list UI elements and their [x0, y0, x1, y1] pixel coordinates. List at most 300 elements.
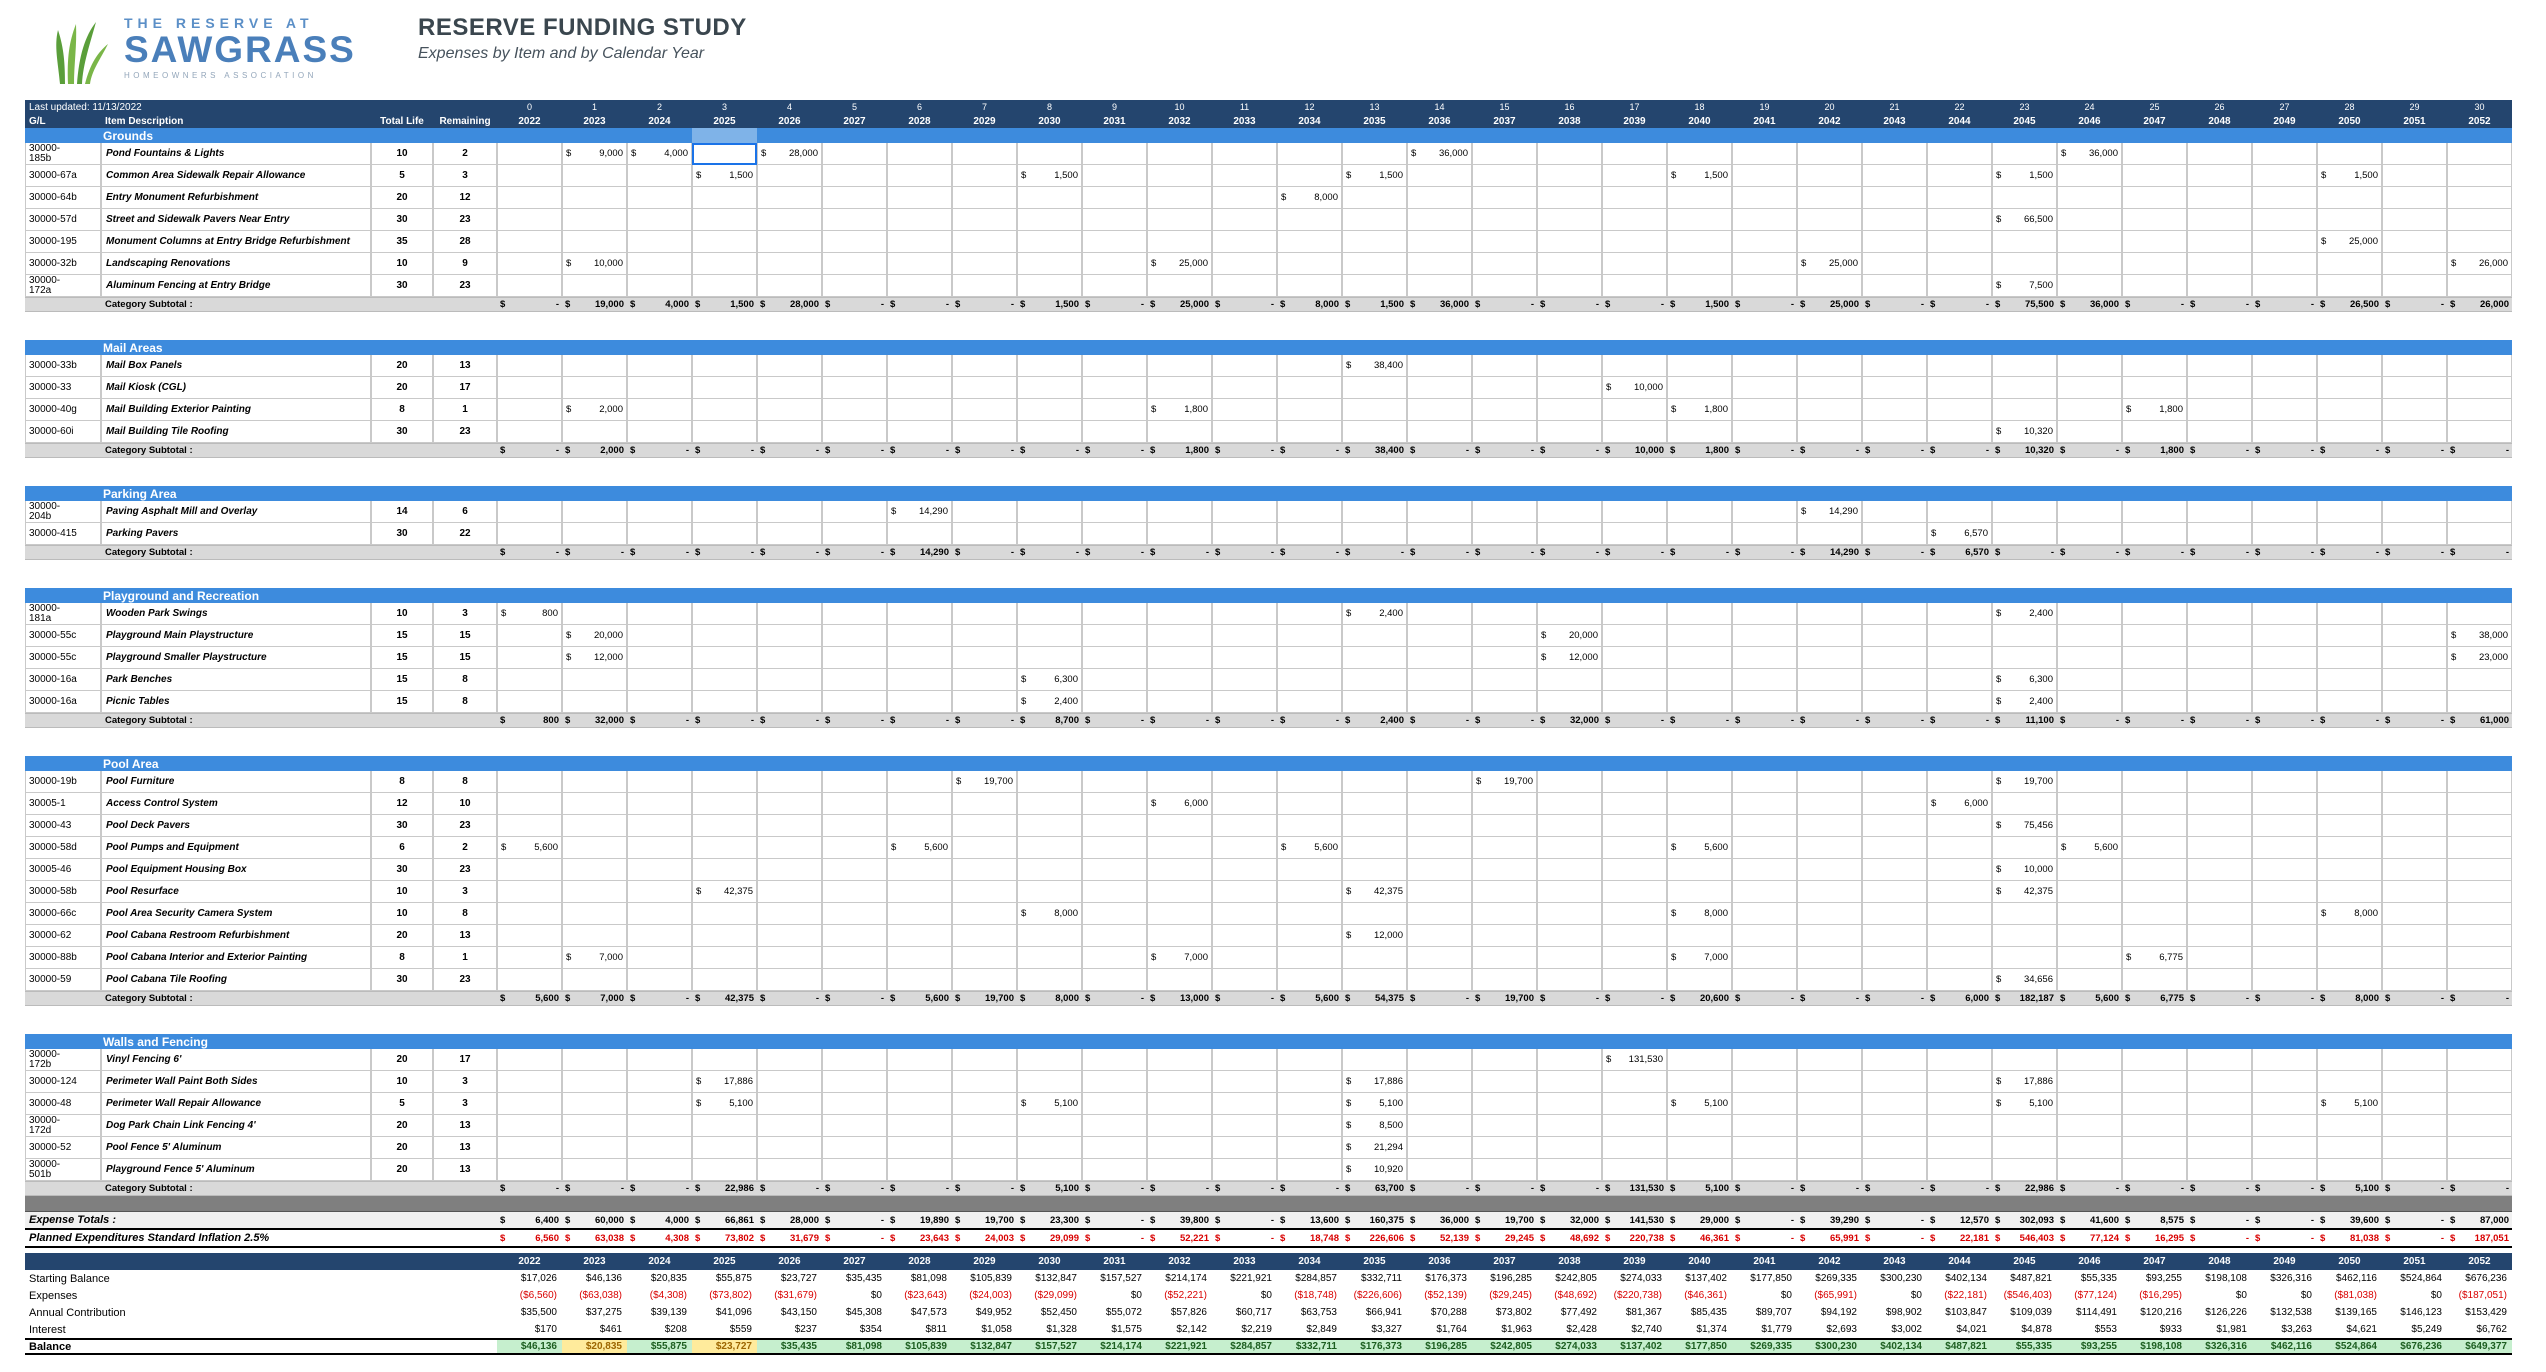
item-gl-code[interactable]: 30000-48 — [25, 1093, 101, 1115]
item-value-cell-2044[interactable] — [1927, 603, 1992, 625]
item-value-cell-2023[interactable] — [562, 209, 627, 231]
item-value-cell-2040[interactable] — [1667, 187, 1732, 209]
item-value-cell-2030[interactable] — [1017, 187, 1082, 209]
summary-value-interest-2037[interactable]: $1,963 — [1501, 1324, 1532, 1335]
item-value-cell-2024[interactable] — [627, 969, 692, 991]
item-value-cell-2047[interactable] — [2122, 603, 2187, 625]
item-value-cell-2046[interactable] — [2057, 253, 2122, 275]
item-value-cell-2035[interactable] — [1342, 501, 1407, 523]
item-value-cell-2048[interactable] — [2187, 859, 2252, 881]
item-value-cell-2041[interactable] — [1732, 771, 1797, 793]
item-value-cell-2042[interactable] — [1797, 969, 1862, 991]
item-value-cell-2041[interactable] — [1732, 647, 1797, 669]
item-value-cell-2029[interactable] — [952, 275, 1017, 297]
item-value-cell-2029[interactable] — [952, 523, 1017, 545]
item-gl-code[interactable]: 30000- 185b — [25, 143, 101, 165]
subtotal-value-2022[interactable]: $ 800 — [497, 713, 562, 728]
item-value-cell-2052[interactable] — [2447, 1049, 2512, 1071]
subtotal-value-2044[interactable]: $ - — [1927, 443, 1992, 458]
item-total-life[interactable]: 20 — [371, 925, 433, 947]
item-value-cell-2044[interactable] — [1927, 859, 1992, 881]
item-total-life[interactable]: 20 — [371, 1137, 433, 1159]
item-value-cell-2043[interactable] — [1862, 1159, 1927, 1181]
item-value-cell-2045[interactable] — [1992, 1115, 2057, 1137]
summary-value-balance-2032[interactable]: $221,921 — [1147, 1338, 1212, 1355]
item-value-cell-2039[interactable] — [1602, 1137, 1667, 1159]
item-value-cell-2032[interactable] — [1147, 143, 1212, 165]
item-value-cell-2038[interactable] — [1537, 187, 1602, 209]
item-value-cell-2027[interactable] — [822, 859, 887, 881]
summary-value-starting-balance-2045[interactable]: $487,821 — [2010, 1273, 2052, 1284]
item-value-cell-2022[interactable] — [497, 691, 562, 713]
planned-expenditure-2031[interactable]: $ - — [1082, 1228, 1147, 1248]
item-value-cell-2043[interactable] — [1862, 903, 1927, 925]
item-value-cell-2031[interactable] — [1082, 837, 1147, 859]
item-value-cell-2049[interactable] — [2252, 209, 2317, 231]
item-gl-code[interactable]: 30000-66c — [25, 903, 101, 925]
expense-total-2040[interactable]: $ 29,000 — [1667, 1211, 1732, 1228]
summary-year-2025[interactable]: 2025 — [692, 1253, 757, 1270]
subtotal-value-2046[interactable]: $ - — [2057, 545, 2122, 560]
summary-year-2039[interactable]: 2039 — [1602, 1253, 1667, 1270]
subtotal-value-2035[interactable]: $ 38,400 — [1342, 443, 1407, 458]
item-value-cell-2044[interactable] — [1927, 187, 1992, 209]
item-value-cell-2037[interactable] — [1472, 421, 1537, 443]
item-total-life[interactable]: 20 — [371, 1115, 433, 1137]
item-description[interactable]: Vinyl Fencing 6' — [101, 1049, 371, 1071]
item-value-cell-2032[interactable] — [1147, 881, 1212, 903]
item-value-cell-2039[interactable] — [1602, 143, 1667, 165]
item-value-cell-2052[interactable] — [2447, 793, 2512, 815]
item-value-cell-2048[interactable] — [2187, 669, 2252, 691]
item-value-cell-2022[interactable]: $ 5,600 — [497, 837, 562, 859]
item-value-cell-2046[interactable] — [2057, 925, 2122, 947]
summary-value-annual-contribution-2048[interactable]: $126,226 — [2205, 1307, 2247, 1318]
item-value-cell-2043[interactable] — [1862, 1071, 1927, 1093]
summary-value-balance-2044[interactable]: $487,821 — [1927, 1338, 1992, 1355]
item-gl-code[interactable]: 30000- 172d — [25, 1115, 101, 1137]
item-total-life[interactable]: 5 — [371, 1093, 433, 1115]
item-gl-code[interactable]: 30000-33b — [25, 355, 101, 377]
summary-value-expenses-2051[interactable]: $0 — [2430, 1290, 2442, 1301]
item-value-cell-2033[interactable] — [1212, 1049, 1277, 1071]
planned-expenditure-2028[interactable]: $ 23,643 — [887, 1228, 952, 1248]
item-value-cell-2023[interactable]: $ 20,000 — [562, 625, 627, 647]
item-value-cell-2022[interactable] — [497, 165, 562, 187]
subtotal-value-2042[interactable]: $ - — [1797, 443, 1862, 458]
item-value-cell-2043[interactable] — [1862, 1115, 1927, 1137]
subtotal-value-2041[interactable]: $ - — [1732, 991, 1797, 1006]
item-value-cell-2033[interactable] — [1212, 647, 1277, 669]
item-value-cell-2043[interactable] — [1862, 1093, 1927, 1115]
item-value-cell-2027[interactable] — [822, 187, 887, 209]
item-value-cell-2029[interactable] — [952, 1093, 1017, 1115]
summary-value-expenses-2038[interactable]: ($48,692) — [1554, 1290, 1597, 1301]
item-value-cell-2032[interactable] — [1147, 209, 1212, 231]
item-value-cell-2022[interactable] — [497, 143, 562, 165]
summary-value-annual-contribution-2028[interactable]: $47,573 — [910, 1307, 947, 1318]
item-value-cell-2027[interactable] — [822, 523, 887, 545]
summary-value-expenses-2046[interactable]: ($77,124) — [2074, 1290, 2117, 1301]
item-value-cell-2031[interactable] — [1082, 355, 1147, 377]
item-value-cell-2037[interactable] — [1472, 1159, 1537, 1181]
item-value-cell-2028[interactable] — [887, 275, 952, 297]
item-value-cell-2042[interactable]: $ 14,290 — [1797, 501, 1862, 523]
item-value-cell-2029[interactable] — [952, 625, 1017, 647]
item-value-cell-2039[interactable] — [1602, 625, 1667, 647]
item-value-cell-2051[interactable] — [2382, 881, 2447, 903]
item-value-cell-2032[interactable] — [1147, 1093, 1212, 1115]
subtotal-value-2030[interactable]: $ 1,500 — [1017, 297, 1082, 312]
item-value-cell-2022[interactable] — [497, 815, 562, 837]
item-value-cell-2025[interactable] — [692, 377, 757, 399]
subtotal-value-2030[interactable]: $ - — [1017, 443, 1082, 458]
subtotal-value-2029[interactable]: $ 19,700 — [952, 991, 1017, 1006]
item-value-cell-2030[interactable] — [1017, 355, 1082, 377]
item-value-cell-2023[interactable] — [562, 165, 627, 187]
item-value-cell-2024[interactable] — [627, 1049, 692, 1071]
col-header-year-2046[interactable]: 2046 — [2078, 115, 2101, 127]
item-value-cell-2038[interactable] — [1537, 1159, 1602, 1181]
item-value-cell-2043[interactable] — [1862, 691, 1927, 713]
expense-total-2023[interactable]: $ 60,000 — [562, 1211, 627, 1228]
year-index-2023[interactable]: 1 — [591, 102, 597, 112]
item-value-cell-2027[interactable] — [822, 143, 887, 165]
item-value-cell-2037[interactable] — [1472, 837, 1537, 859]
item-value-cell-2044[interactable]: $ 6,570 — [1927, 523, 1992, 545]
item-value-cell-2046[interactable] — [2057, 793, 2122, 815]
subtotal-value-2051[interactable]: $ - — [2382, 545, 2447, 560]
item-value-cell-2037[interactable] — [1472, 859, 1537, 881]
item-value-cell-2049[interactable] — [2252, 647, 2317, 669]
item-description[interactable]: Pool Deck Pavers — [101, 815, 371, 837]
item-value-cell-2041[interactable] — [1732, 1159, 1797, 1181]
item-value-cell-2025[interactable] — [692, 925, 757, 947]
item-value-cell-2034[interactable] — [1277, 1071, 1342, 1093]
item-value-cell-2035[interactable] — [1342, 187, 1407, 209]
item-value-cell-2030[interactable] — [1017, 1159, 1082, 1181]
item-value-cell-2034[interactable] — [1277, 815, 1342, 837]
item-value-cell-2040[interactable]: $ 1,500 — [1667, 165, 1732, 187]
expense-total-2048[interactable]: $ - — [2187, 1211, 2252, 1228]
summary-value-annual-contribution-2044[interactable]: $103,847 — [1945, 1307, 1987, 1318]
subtotal-value-2034[interactable]: $ 8,000 — [1277, 297, 1342, 312]
item-value-cell-2041[interactable] — [1732, 1115, 1797, 1137]
item-value-cell-2032[interactable] — [1147, 771, 1212, 793]
item-value-cell-2026[interactable] — [757, 523, 822, 545]
subtotal-value-2049[interactable]: $ - — [2252, 297, 2317, 312]
subtotal-value-2051[interactable]: $ - — [2382, 1181, 2447, 1196]
summary-value-balance-2026[interactable]: $35,435 — [757, 1338, 822, 1355]
item-value-cell-2041[interactable] — [1732, 523, 1797, 545]
item-value-cell-2022[interactable] — [497, 187, 562, 209]
item-value-cell-2041[interactable] — [1732, 815, 1797, 837]
summary-value-expenses-2039[interactable]: ($220,738) — [1613, 1290, 1662, 1301]
item-value-cell-2037[interactable] — [1472, 165, 1537, 187]
subtotal-value-2035[interactable]: $ 54,375 — [1342, 991, 1407, 1006]
item-value-cell-2036[interactable] — [1407, 165, 1472, 187]
item-value-cell-2026[interactable] — [757, 925, 822, 947]
item-remaining[interactable]: 13 — [433, 925, 497, 947]
item-value-cell-2045[interactable] — [1992, 925, 2057, 947]
item-value-cell-2042[interactable] — [1797, 793, 1862, 815]
year-index-2044[interactable]: 22 — [1954, 102, 1965, 112]
item-value-cell-2051[interactable] — [2382, 603, 2447, 625]
summary-value-balance-2052[interactable]: $649,377 — [2447, 1338, 2512, 1355]
item-value-cell-2029[interactable] — [952, 355, 1017, 377]
item-value-cell-2044[interactable] — [1927, 837, 1992, 859]
item-value-cell-2051[interactable] — [2382, 143, 2447, 165]
item-value-cell-2052[interactable] — [2447, 355, 2512, 377]
item-value-cell-2029[interactable] — [952, 837, 1017, 859]
item-value-cell-2045[interactable]: $ 10,000 — [1992, 859, 2057, 881]
item-value-cell-2043[interactable] — [1862, 1049, 1927, 1071]
item-value-cell-2031[interactable] — [1082, 815, 1147, 837]
subtotal-value-2039[interactable]: $ 10,000 — [1602, 443, 1667, 458]
item-value-cell-2048[interactable] — [2187, 1115, 2252, 1137]
item-value-cell-2023[interactable] — [562, 187, 627, 209]
summary-year-2024[interactable]: 2024 — [627, 1253, 692, 1270]
expense-total-2024[interactable]: $ 4,000 — [627, 1211, 692, 1228]
item-value-cell-2032[interactable] — [1147, 377, 1212, 399]
summary-value-expenses-2024[interactable]: ($4,308) — [649, 1290, 687, 1301]
item-value-cell-2042[interactable]: $ 25,000 — [1797, 253, 1862, 275]
item-value-cell-2044[interactable] — [1927, 165, 1992, 187]
item-remaining[interactable]: 8 — [433, 691, 497, 713]
item-value-cell-2028[interactable] — [887, 947, 952, 969]
item-value-cell-2043[interactable] — [1862, 209, 1927, 231]
summary-value-annual-contribution-2046[interactable]: $114,491 — [2076, 1307, 2117, 1318]
col-header-year-2048[interactable]: 2048 — [2208, 115, 2231, 127]
item-value-cell-2031[interactable] — [1082, 771, 1147, 793]
item-value-cell-2044[interactable] — [1927, 947, 1992, 969]
item-value-cell-2026[interactable] — [757, 253, 822, 275]
item-value-cell-2025[interactable]: $ 17,886 — [692, 1071, 757, 1093]
item-value-cell-2030[interactable] — [1017, 1071, 1082, 1093]
item-value-cell-2047[interactable] — [2122, 881, 2187, 903]
item-value-cell-2040[interactable]: $ 5,600 — [1667, 837, 1732, 859]
item-value-cell-2028[interactable] — [887, 669, 952, 691]
item-value-cell-2042[interactable] — [1797, 903, 1862, 925]
item-value-cell-2029[interactable] — [952, 691, 1017, 713]
item-value-cell-2022[interactable] — [497, 881, 562, 903]
item-value-cell-2032[interactable]: $ 1,800 — [1147, 399, 1212, 421]
expense-total-2044[interactable]: $ 12,570 — [1927, 1211, 1992, 1228]
summary-value-balance-2050[interactable]: $524,864 — [2317, 1338, 2382, 1355]
summary-year-2026[interactable]: 2026 — [757, 1253, 822, 1270]
item-value-cell-2027[interactable] — [822, 1115, 887, 1137]
item-value-cell-2051[interactable] — [2382, 399, 2447, 421]
item-total-life[interactable]: 30 — [371, 815, 433, 837]
summary-value-expenses-2050[interactable]: ($81,038) — [2334, 1290, 2377, 1301]
subtotal-value-2037[interactable]: $ 19,700 — [1472, 991, 1537, 1006]
item-value-cell-2031[interactable] — [1082, 793, 1147, 815]
item-value-cell-2030[interactable] — [1017, 925, 1082, 947]
item-value-cell-2026[interactable] — [757, 837, 822, 859]
subtotal-value-2025[interactable]: $ 1,500 — [692, 297, 757, 312]
planned-expenditure-2041[interactable]: $ - — [1732, 1228, 1797, 1248]
item-value-cell-2038[interactable] — [1537, 691, 1602, 713]
item-value-cell-2049[interactable] — [2252, 143, 2317, 165]
item-value-cell-2045[interactable] — [1992, 947, 2057, 969]
summary-value-balance-2029[interactable]: $132,847 — [952, 1338, 1017, 1355]
item-gl-code[interactable]: 30000-19b — [25, 771, 101, 793]
subtotal-value-2045[interactable]: $ 10,320 — [1992, 443, 2057, 458]
year-index-2022[interactable]: 0 — [526, 102, 532, 112]
item-value-cell-2049[interactable] — [2252, 187, 2317, 209]
item-value-cell-2050[interactable]: $ 1,500 — [2317, 165, 2382, 187]
subtotal-value-2047[interactable]: $ 6,775 — [2122, 991, 2187, 1006]
item-value-cell-2034[interactable] — [1277, 377, 1342, 399]
item-value-cell-2042[interactable] — [1797, 187, 1862, 209]
item-value-cell-2037[interactable] — [1472, 881, 1537, 903]
item-value-cell-2044[interactable] — [1927, 669, 1992, 691]
summary-value-interest-2040[interactable]: $1,374 — [1696, 1324, 1727, 1335]
item-value-cell-2024[interactable] — [627, 603, 692, 625]
item-value-cell-2032[interactable]: $ 7,000 — [1147, 947, 1212, 969]
item-value-cell-2026[interactable] — [757, 881, 822, 903]
item-value-cell-2051[interactable] — [2382, 1093, 2447, 1115]
planned-expenditure-2036[interactable]: $ 52,139 — [1407, 1228, 1472, 1248]
item-value-cell-2027[interactable] — [822, 815, 887, 837]
item-total-life[interactable]: 10 — [371, 1071, 433, 1093]
item-value-cell-2028[interactable] — [887, 1159, 952, 1181]
item-value-cell-2024[interactable] — [627, 421, 692, 443]
item-value-cell-2034[interactable] — [1277, 355, 1342, 377]
item-value-cell-2041[interactable] — [1732, 355, 1797, 377]
item-gl-code[interactable]: 30000- 172b — [25, 1049, 101, 1071]
item-value-cell-2041[interactable] — [1732, 421, 1797, 443]
item-value-cell-2041[interactable] — [1732, 925, 1797, 947]
item-value-cell-2022[interactable] — [497, 421, 562, 443]
item-value-cell-2038[interactable] — [1537, 165, 1602, 187]
summary-value-starting-balance-2039[interactable]: $274,033 — [1620, 1273, 1662, 1284]
item-value-cell-2052[interactable]: $ 23,000 — [2447, 647, 2512, 669]
item-value-cell-2052[interactable] — [2447, 1115, 2512, 1137]
item-value-cell-2041[interactable] — [1732, 947, 1797, 969]
item-value-cell-2051[interactable] — [2382, 187, 2447, 209]
item-value-cell-2044[interactable] — [1927, 501, 1992, 523]
item-value-cell-2042[interactable] — [1797, 399, 1862, 421]
item-total-life[interactable]: 20 — [371, 1049, 433, 1071]
subtotal-value-2027[interactable]: $ - — [822, 991, 887, 1006]
summary-value-expenses-2025[interactable]: ($73,802) — [709, 1290, 752, 1301]
item-value-cell-2049[interactable] — [2252, 355, 2317, 377]
item-value-cell-2030[interactable] — [1017, 647, 1082, 669]
subtotal-value-2028[interactable]: $ - — [887, 713, 952, 728]
col-header-item-description[interactable]: Item Description — [105, 115, 184, 127]
subtotal-value-2051[interactable]: $ - — [2382, 991, 2447, 1006]
item-value-cell-2052[interactable] — [2447, 771, 2512, 793]
item-value-cell-2023[interactable] — [562, 377, 627, 399]
item-value-cell-2038[interactable] — [1537, 1049, 1602, 1071]
subtotal-value-2025[interactable]: $ - — [692, 545, 757, 560]
item-value-cell-2049[interactable] — [2252, 421, 2317, 443]
item-value-cell-2027[interactable] — [822, 625, 887, 647]
item-value-cell-2035[interactable] — [1342, 903, 1407, 925]
item-value-cell-2049[interactable] — [2252, 691, 2317, 713]
item-value-cell-2046[interactable] — [2057, 501, 2122, 523]
item-value-cell-2051[interactable] — [2382, 1137, 2447, 1159]
item-value-cell-2036[interactable] — [1407, 1071, 1472, 1093]
subtotal-value-2050[interactable]: $ 5,100 — [2317, 1181, 2382, 1196]
expense-total-2032[interactable]: $ 39,800 — [1147, 1211, 1212, 1228]
subtotal-value-2026[interactable]: $ - — [757, 443, 822, 458]
item-value-cell-2036[interactable] — [1407, 903, 1472, 925]
item-value-cell-2035[interactable] — [1342, 421, 1407, 443]
item-value-cell-2036[interactable] — [1407, 859, 1472, 881]
item-value-cell-2029[interactable] — [952, 165, 1017, 187]
item-value-cell-2025[interactable]: $ 5,100 — [692, 1093, 757, 1115]
item-value-cell-2050[interactable] — [2317, 377, 2382, 399]
summary-value-annual-contribution-2030[interactable]: $52,450 — [1040, 1307, 1077, 1318]
item-value-cell-2039[interactable] — [1602, 669, 1667, 691]
subtotal-value-2024[interactable]: $ 4,000 — [627, 297, 692, 312]
year-index-2033[interactable]: 11 — [1239, 102, 1250, 112]
item-gl-code[interactable]: 30005-1 — [25, 793, 101, 815]
item-value-cell-2038[interactable] — [1537, 903, 1602, 925]
item-value-cell-2036[interactable] — [1407, 647, 1472, 669]
item-value-cell-2051[interactable] — [2382, 377, 2447, 399]
item-value-cell-2048[interactable] — [2187, 1071, 2252, 1093]
item-value-cell-2047[interactable] — [2122, 669, 2187, 691]
summary-value-balance-2048[interactable]: $326,316 — [2187, 1338, 2252, 1355]
item-value-cell-2028[interactable] — [887, 859, 952, 881]
item-value-cell-2039[interactable] — [1602, 165, 1667, 187]
item-value-cell-2046[interactable] — [2057, 603, 2122, 625]
item-value-cell-2047[interactable]: $ 6,775 — [2122, 947, 2187, 969]
item-value-cell-2034[interactable] — [1277, 925, 1342, 947]
item-value-cell-2043[interactable] — [1862, 231, 1927, 253]
summary-value-expenses-2041[interactable]: $0 — [1780, 1290, 1792, 1301]
item-value-cell-2049[interactable] — [2252, 1071, 2317, 1093]
summary-value-balance-2025[interactable]: $23,727 — [692, 1338, 757, 1355]
col-header-year-2030[interactable]: 2030 — [1038, 115, 1061, 127]
item-value-cell-2048[interactable] — [2187, 691, 2252, 713]
item-value-cell-2029[interactable] — [952, 501, 1017, 523]
item-value-cell-2051[interactable] — [2382, 771, 2447, 793]
item-value-cell-2032[interactable] — [1147, 625, 1212, 647]
item-value-cell-2033[interactable] — [1212, 881, 1277, 903]
summary-value-starting-balance-2050[interactable]: $462,116 — [2336, 1273, 2377, 1284]
item-value-cell-2047[interactable] — [2122, 1071, 2187, 1093]
item-value-cell-2035[interactable] — [1342, 231, 1407, 253]
item-value-cell-2027[interactable] — [822, 903, 887, 925]
item-value-cell-2051[interactable] — [2382, 275, 2447, 297]
subtotal-value-2045[interactable]: $ 22,986 — [1992, 1181, 2057, 1196]
item-value-cell-2035[interactable]: $ 8,500 — [1342, 1115, 1407, 1137]
item-value-cell-2052[interactable] — [2447, 1093, 2512, 1115]
summary-value-expenses-2029[interactable]: ($24,003) — [969, 1290, 1012, 1301]
category-band-label-mail-areas[interactable]: Mail Areas — [25, 340, 2512, 355]
item-value-cell-2050[interactable] — [2317, 355, 2382, 377]
expense-total-2025[interactable]: $ 66,861 — [692, 1211, 757, 1228]
subtotal-value-2029[interactable]: $ - — [952, 443, 1017, 458]
item-value-cell-2032[interactable] — [1147, 1071, 1212, 1093]
item-value-cell-2042[interactable] — [1797, 859, 1862, 881]
item-value-cell-2024[interactable] — [627, 377, 692, 399]
item-value-cell-2045[interactable] — [1992, 647, 2057, 669]
subtotal-value-2024[interactable]: $ - — [627, 545, 692, 560]
col-header-year-2044[interactable]: 2044 — [1948, 115, 1971, 127]
item-value-cell-2034[interactable]: $ 5,600 — [1277, 837, 1342, 859]
summary-value-annual-contribution-2050[interactable]: $139,165 — [2335, 1307, 2377, 1318]
col-header-year-2029[interactable]: 2029 — [973, 115, 996, 127]
item-value-cell-2025[interactable] — [692, 187, 757, 209]
item-value-cell-2037[interactable] — [1472, 603, 1537, 625]
summary-value-interest-2035[interactable]: $3,327 — [1371, 1324, 1402, 1335]
item-value-cell-2048[interactable] — [2187, 231, 2252, 253]
